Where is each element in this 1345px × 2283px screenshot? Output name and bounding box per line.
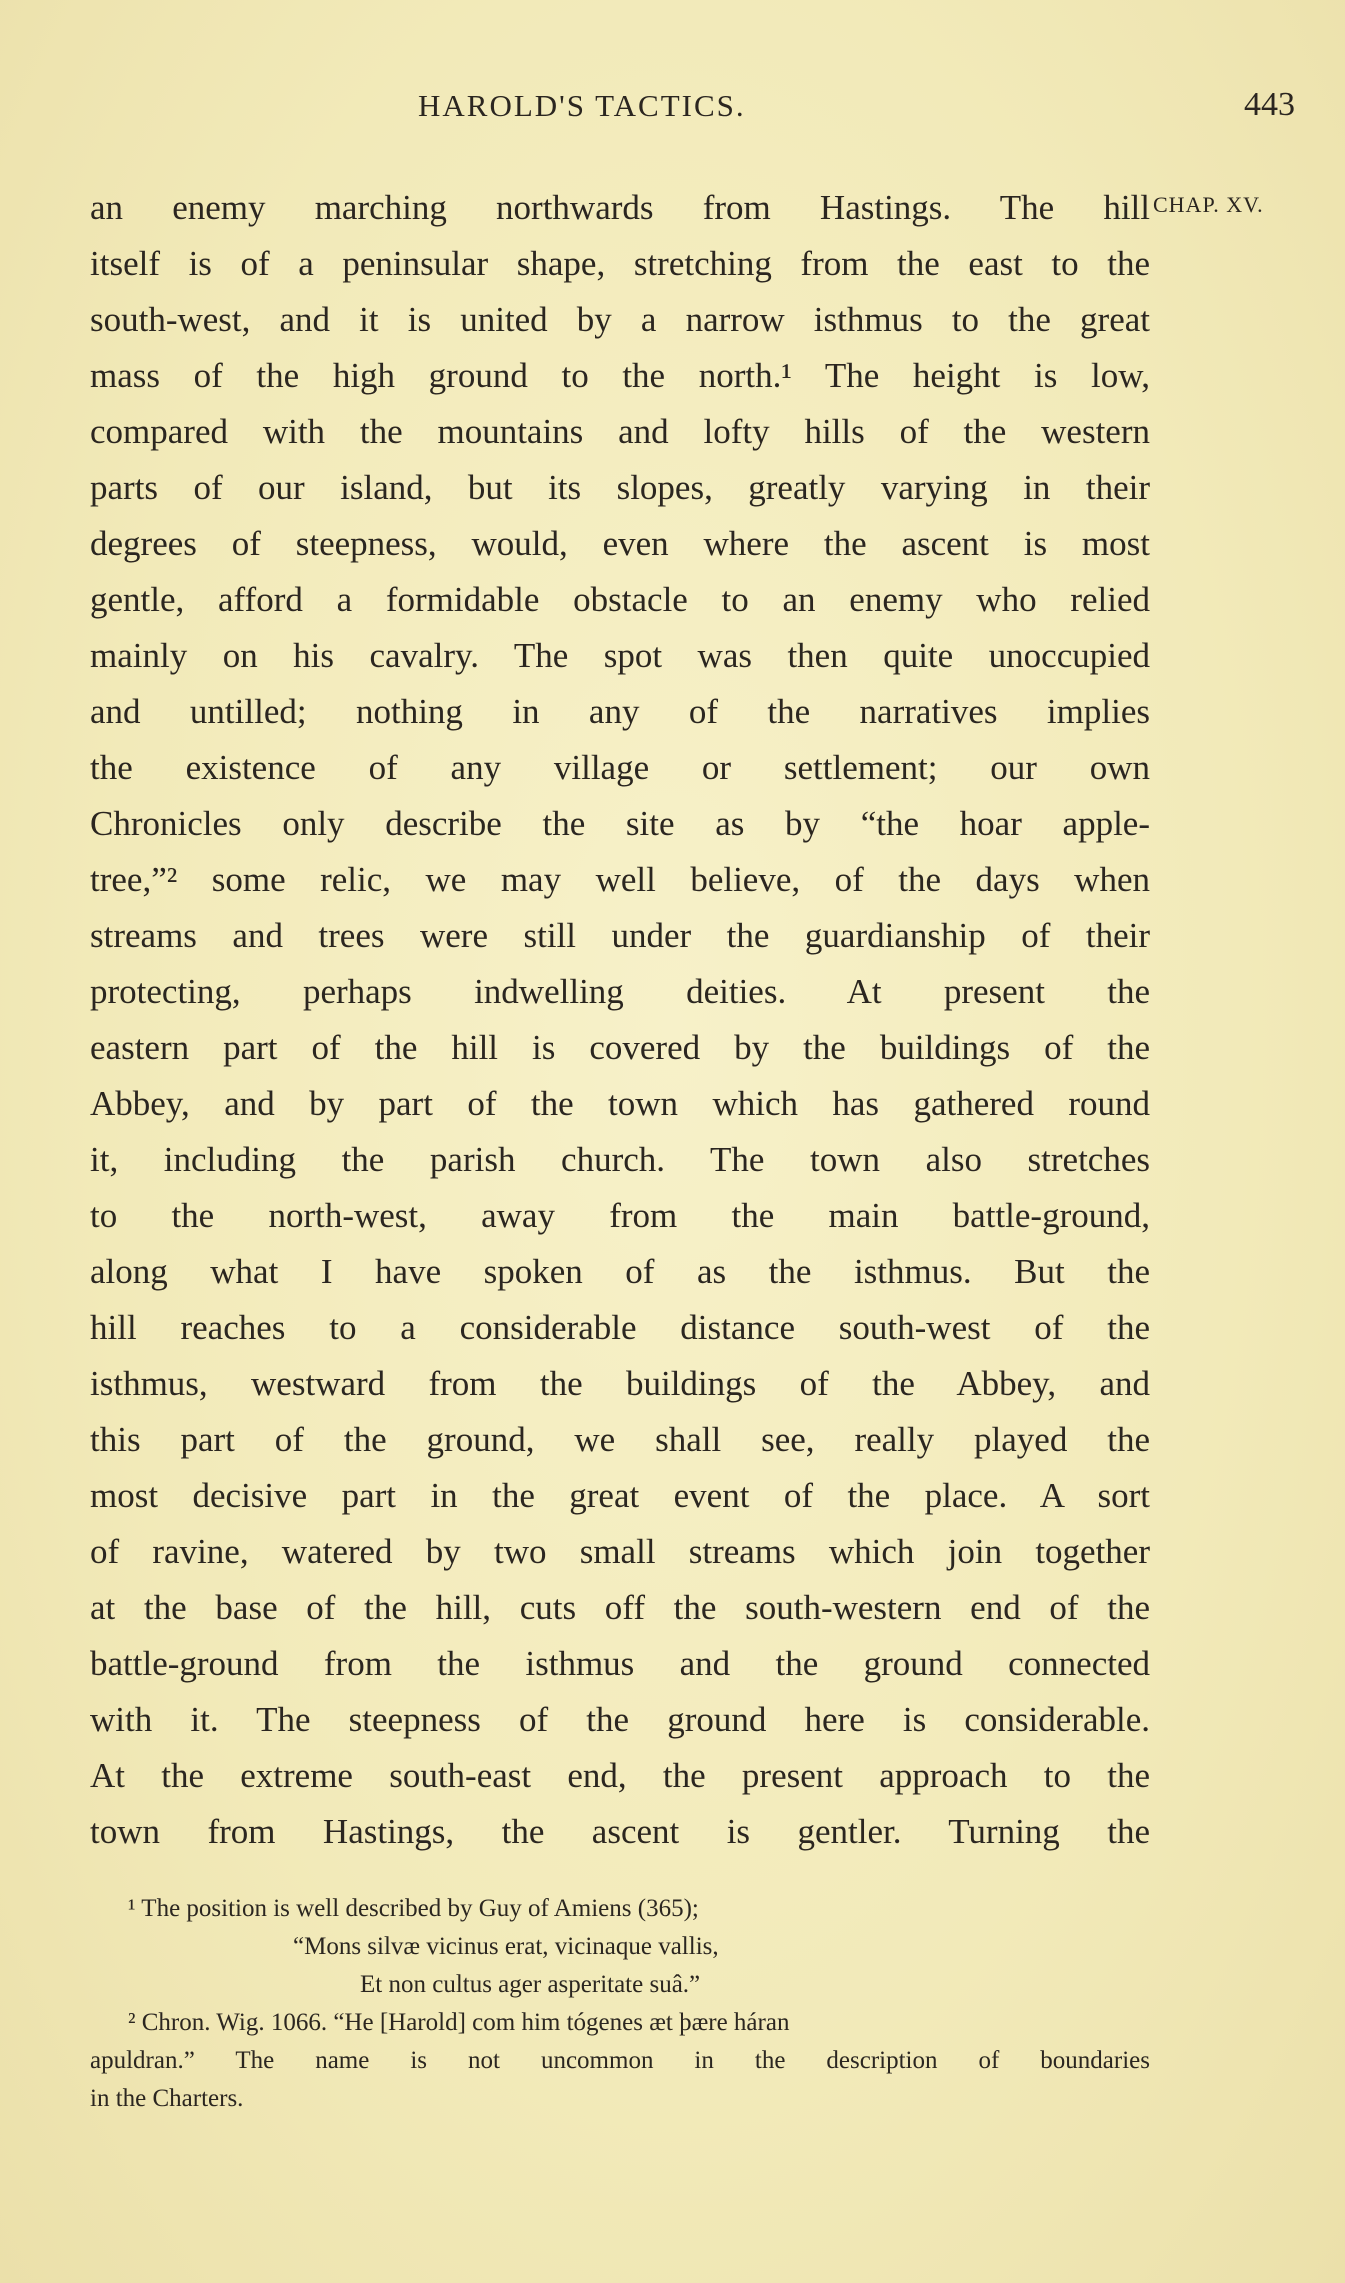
body-line: of ravine, watered by two small streams which join together bbox=[90, 1532, 1150, 1571]
body-line: itself is of a peninsular shape, stretching from the east to the bbox=[90, 244, 1150, 283]
body-line: compared with the mountains and lofty hills of the western bbox=[90, 412, 1150, 451]
body-line: mainly on his cavalry. The spot was then quite unoccupied bbox=[90, 636, 1150, 675]
body-line: an enemy marching northwards from Hastings. The hill bbox=[90, 188, 1150, 227]
footnote-1-line: ¹ The position is well described by Guy of Amiens (365); bbox=[128, 1895, 699, 1922]
body-line: battle-ground from the isthmus and the ground connected bbox=[90, 1644, 1150, 1683]
body-line: gentle, afford a formidable obstacle to an enemy who relied bbox=[90, 580, 1150, 619]
body-line: At the extreme south-east end, the present approach to the bbox=[90, 1756, 1150, 1795]
footnotes bbox=[90, 1890, 1150, 2118]
body-line: eastern part of the hill is covered by the buildings of the bbox=[90, 1028, 1150, 1067]
body-line: parts of our island, but its slopes, greatly varying in their bbox=[90, 468, 1150, 507]
body-line: mass of the high ground to the north.¹ The height is low, bbox=[90, 356, 1150, 395]
footnote-2-line: ² Chron. Wig. 1066. “He [Harold] com him tógenes æt þære háran bbox=[128, 2009, 790, 2036]
body-line: at the base of the hill, cuts off the south-western end of the bbox=[90, 1588, 1150, 1627]
body-line: isthmus, westward from the buildings of the Abbey, and bbox=[90, 1364, 1150, 1403]
body-line: protecting, perhaps indwelling deities. At present the bbox=[90, 972, 1150, 1011]
body-line: to the north-west, away from the main battle-ground, bbox=[90, 1196, 1150, 1235]
body-line: tree,”² some relic, we may well believe, of the days when bbox=[90, 860, 1150, 899]
body-line: streams and trees were still under the guardianship of their bbox=[90, 916, 1150, 955]
footnote-1-quote-line: “Mons silvæ vicinus erat, vicinaque vallis, bbox=[293, 1933, 719, 1960]
body-line: Abbey, and by part of the town which has gathered round bbox=[90, 1084, 1150, 1123]
page-number: 443 bbox=[1244, 86, 1295, 123]
body-line: degrees of steepness, would, even where the ascent is most bbox=[90, 524, 1150, 563]
running-title: HAROLD'S TACTICS. bbox=[418, 88, 746, 123]
body-line: and untilled; nothing in any of the narratives implies bbox=[90, 692, 1150, 731]
body-line: along what I have spoken of as the isthmus. But the bbox=[90, 1252, 1150, 1291]
footnote-2-line: apuldran.” The name is not uncommon in the description of boundaries bbox=[90, 2047, 1150, 2074]
body-line: hill reaches to a considerable distance south-west of the bbox=[90, 1308, 1150, 1347]
running-header bbox=[0, 88, 1345, 138]
body-line: Chronicles only describe the site as by “the hoar apple- bbox=[90, 804, 1150, 843]
body-line: it, including the parish church. The town also stretches bbox=[90, 1140, 1150, 1179]
footnote-2-line: in the Charters. bbox=[90, 2085, 244, 2112]
body-line: this part of the ground, we shall see, really played the bbox=[90, 1420, 1150, 1459]
body-line: south-west, and it is united by a narrow isthmus to the great bbox=[90, 300, 1150, 339]
body-line: the existence of any village or settlement; our own bbox=[90, 748, 1150, 787]
footnote-1-quote-line: Et non cultus ager asperitate suâ.” bbox=[360, 1971, 701, 1998]
chapter-margin-note: CHAP. XV. bbox=[1153, 192, 1264, 217]
body-line: with it. The steepness of the ground here is considerable. bbox=[90, 1700, 1150, 1739]
body-line: town from Hastings, the ascent is gentler. Turning the bbox=[90, 1812, 1150, 1851]
body-line: most decisive part in the great event of the place. A sort bbox=[90, 1476, 1150, 1515]
body-text bbox=[90, 180, 1150, 1860]
